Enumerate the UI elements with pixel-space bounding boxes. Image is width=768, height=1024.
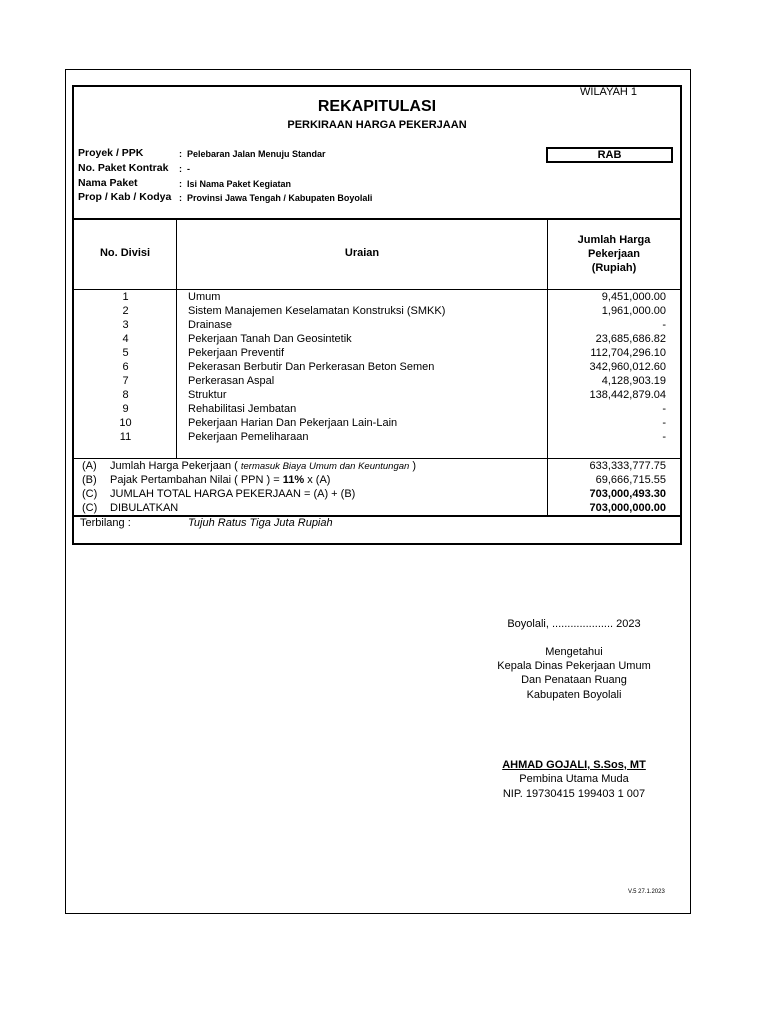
signature-role-line-1: Kepala Dinas Pekerjaan Umum — [497, 660, 651, 672]
signature-place-date: Boyolali, .................... 2023 — [507, 618, 641, 630]
row-number: 6 — [122, 361, 129, 373]
rab-box: RAB — [546, 147, 673, 163]
row-number: 11 — [119, 431, 132, 443]
row-number: 7 — [122, 375, 129, 387]
column-header-uraian: Uraian — [344, 247, 380, 259]
row-amount: 1,961,000.00 — [601, 305, 666, 317]
info-label-prop-kab: Prop / Kab / Kodya — [78, 191, 172, 203]
row-amount: - — [662, 319, 666, 331]
summary-label: (C) — [82, 488, 98, 500]
row-description: Perkerasan Aspal — [188, 375, 275, 387]
row-number: 4 — [122, 333, 129, 345]
summary-row-a — [74, 459, 680, 473]
summary-label: (A) — [82, 460, 97, 472]
column-header-pekerjaan: Pekerjaan — [588, 248, 640, 260]
table-row — [74, 374, 680, 388]
column-header-rupiah: (Rupiah) — [591, 262, 637, 274]
row-description: Drainase — [188, 319, 233, 331]
terbilang-label: Terbilang : — [80, 517, 131, 529]
info-value-nama-paket: Isi Nama Paket Kegiatan — [187, 179, 292, 189]
signature-role-line-3: Kabupaten Boyolali — [526, 689, 622, 701]
table-row — [74, 402, 680, 416]
column-header-no-divisi: No. Divisi — [99, 247, 151, 259]
summary-amount: 69,666,715.55 — [595, 474, 666, 486]
info-colon: : — [179, 179, 182, 189]
row-description: Struktur — [188, 389, 227, 401]
table-row — [74, 360, 680, 374]
summary-row-c — [74, 487, 680, 501]
info-colon: : — [179, 149, 182, 159]
signatory-rank: Pembina Utama Muda — [519, 773, 629, 785]
row-description: Sistem Manajemen Keselamatan Konstruksi (SMKK) — [188, 305, 446, 317]
row-description: Pekerjaan Harian Dan Pekerjaan Lain-Lain — [188, 417, 398, 429]
row-number: 5 — [122, 347, 129, 359]
row-number: 9 — [122, 403, 129, 415]
table-row — [74, 332, 680, 346]
signature-mengetahui: Mengetahui — [545, 646, 603, 658]
version-label: V.5 27.1.2023 — [628, 889, 665, 895]
summary-bottom-border — [72, 515, 682, 517]
signatory-nip: NIP. 19730415 199403 1 007 — [502, 788, 646, 800]
info-colon: : — [179, 164, 182, 174]
terbilang-value: Tujuh Ratus Tiga Juta Rupiah — [188, 517, 333, 529]
summary-amount: 633,333,777.75 — [589, 460, 666, 472]
table-row — [74, 318, 680, 332]
table-row — [74, 290, 680, 304]
row-number: 10 — [119, 417, 132, 429]
info-colon: : — [179, 193, 182, 203]
page-title: REKAPITULASI — [317, 98, 437, 115]
row-description: Pekerjaan Tanah Dan Geosintetik — [188, 333, 352, 345]
row-amount: 4,128,903.19 — [601, 375, 666, 387]
row-number: 8 — [122, 389, 129, 401]
signatory-name: AHMAD GOJALI, S.Sos, MT — [502, 759, 646, 771]
table-row — [74, 430, 680, 444]
summary-amount: 703,000,000.00 — [589, 502, 666, 514]
summary-label: (B) — [82, 474, 97, 486]
row-description: Umum — [188, 291, 221, 303]
row-amount: - — [662, 403, 666, 415]
row-description: Pekerjaan Preventif — [188, 347, 284, 359]
summary-row-b — [74, 473, 680, 487]
wilayah-label: WILAYAH 1 — [580, 86, 638, 98]
info-label-paket-kontrak: No. Paket Kontrak — [78, 162, 169, 174]
summary-amount: 703,000,493.30 — [589, 488, 666, 500]
row-amount: 9,451,000.00 — [601, 291, 666, 303]
summary-text: JUMLAH TOTAL HARGA PEKERJAAN = (A) + (B) — [110, 488, 356, 500]
row-description: Pekerasan Berbutir Dan Perkerasan Beton Semen — [188, 361, 435, 373]
summary-label: (C) — [82, 502, 98, 514]
row-number: 3 — [122, 319, 129, 331]
table-top-border — [72, 218, 682, 220]
row-amount: - — [662, 417, 666, 429]
row-amount: 112,704,296.10 — [590, 347, 666, 359]
row-description: Pekerjaan Pemeliharaan — [188, 431, 309, 443]
summary-row-dibulatkan — [74, 501, 680, 515]
table-row — [74, 388, 680, 402]
summary-text: DIBULATKAN — [110, 502, 179, 514]
page-subtitle: PERKIRAAN HARGA PEKERJAAN — [287, 119, 467, 131]
row-amount: 342,960,012.60 — [589, 361, 666, 373]
row-amount: 23,685,686.82 — [595, 333, 666, 345]
info-value-prop-kab: Provinsi Jawa Tengah / Kabupaten Boyolali — [187, 193, 373, 203]
info-label-proyek: Proyek / PPK — [78, 147, 144, 159]
table-row — [74, 346, 680, 360]
signature-role-line-2: Dan Penataan Ruang — [521, 674, 627, 686]
row-amount: 138,442,879.04 — [589, 389, 666, 401]
row-number: 2 — [122, 305, 129, 317]
table-row — [74, 416, 680, 430]
info-value-proyek: Pelebaran Jalan Menuju Standar — [187, 149, 326, 159]
row-number: 1 — [122, 291, 129, 303]
column-header-jumlah: Jumlah Harga — [577, 234, 651, 246]
info-label-nama-paket: Nama Paket — [78, 177, 138, 189]
row-amount: - — [662, 431, 666, 443]
table-row — [74, 304, 680, 318]
info-value-paket-kontrak: - — [187, 164, 190, 174]
row-description: Rehabilitasi Jembatan — [188, 403, 297, 415]
summary-text: Pajak Pertambahan Nilai ( PPN ) = 11% x (A) — [110, 474, 331, 486]
summary-text: Jumlah Harga Pekerjaan ( termasuk Biaya Umum dan Keuntungan ) — [110, 460, 417, 472]
